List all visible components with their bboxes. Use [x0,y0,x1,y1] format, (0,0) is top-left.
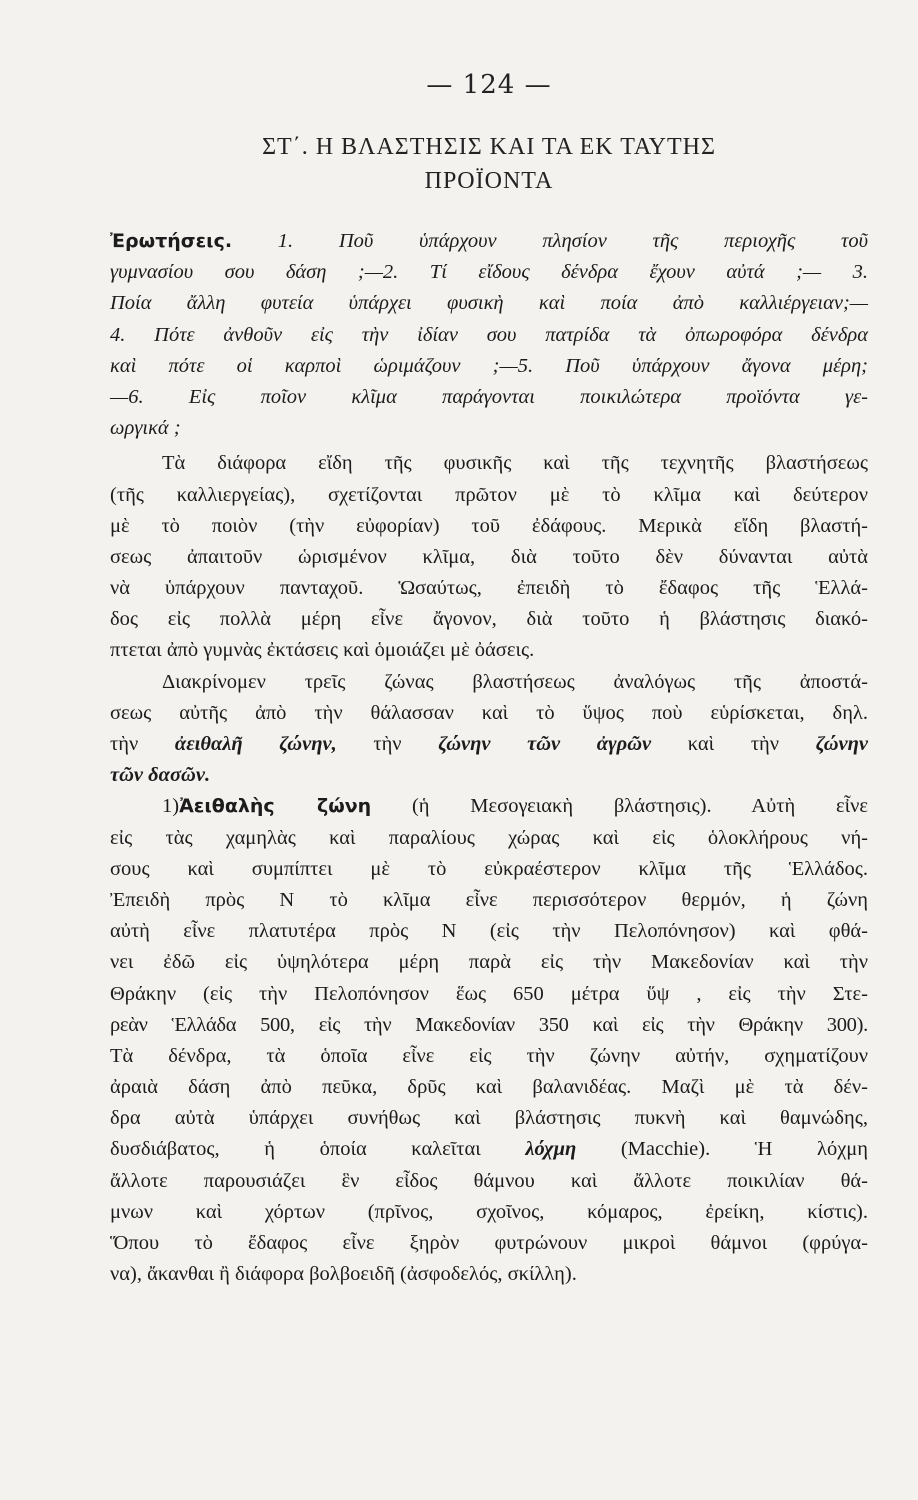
paragraph-line: μὲ τὸ ποιὸν (τὴν εὐφορίαν) τοῦ ἐδάφους. Μερικὰ εἴδη βλαστή- [110,514,868,537]
questions-line: ωργικά ; [110,417,181,440]
text-span: τὴν [110,733,175,755]
questions-line: —6. Εἰς ποῖον κλῖμα παράγονται ποικιλώτερα προϊόντα γε- [110,385,868,408]
text-span: δυσδιάβατος, ἡ ὁποία καλεῖται [110,1138,526,1161]
paragraph-line: Τὰ δένδρα, τὰ ὁποῖα εἶνε εἰς τὴν ζώνην αὐτήν, σχηματίζουν [110,1044,868,1067]
questions-line: γυμνασίου σου δάση ;—2. Τί εἴδους δένδρα ἔχουν αὐτά ;— 3. [110,261,868,284]
paragraph-line: Διακρίνομεν τρεῖς ζώνας βλαστήσεως ἀναλόγως τῆς ἀποστά- [162,670,868,693]
page-number: — 124 — [426,70,552,100]
questions-block [110,226,868,444]
paragraph-evergreen-zone [110,791,868,1290]
paragraph-line [110,1134,868,1165]
questions-line: 4. Πότε ἀνθοῦν εἰς τὴν ἰδίαν σου πατρίδα τὰ ὀπωροφόρα δένδρα [110,323,868,346]
text-span: τὴν [336,733,439,755]
paragraph-line: ἄλλοτε παρουσιάζει ἓν εἶδος θάμνου καὶ ἄλλοτε ποικιλίαν θά- [110,1169,868,1192]
paragraph-line: να), ἄκανθαι ἢ διάφορα βολβοειδῆ (ἀσφοδελός, σκίλλη). [110,1263,577,1286]
term-lochmi: λόχμη [525,1138,577,1161]
paragraph-line [110,729,868,760]
paragraph-line: σεως αὐτῆς ἀπὸ τὴν θάλασσαν καὶ τὸ ὕψος ποὺ εὑρίσκεται, δηλ. [110,701,868,724]
text-span: (ἡ Μεσογειακὴ βλάστησις). Αὐτὴ εἶνε [371,795,868,818]
section-heading: Ἀειθαλὴς ζώνη [179,795,372,818]
paragraph-line: αὐτὴ εἶνε πλατυτέρα πρὸς Ν (εἰς τὴν Πελοπόνησον) καὶ φθά- [110,920,868,943]
paragraph-line: ρεὰν Ἑλλάδα 500, εἰς τὴν Μακεδονίαν 350 καὶ εἰς τὴν Θράκην 300). [110,1013,868,1036]
paragraph-line: Ὅπου τὸ ἔδαφος εἶνε ξηρὸν φυτρώνουν μικροὶ θάμνοι (φρύγα- [110,1232,868,1254]
questions-line: καὶ πότε οἱ καρποὶ ὡριμάζουν ;—5. Ποῦ ὑπάρχουν ἄγονα μέρη; [110,354,868,377]
paragraph-vegetation-types [110,448,868,666]
chapter-title [110,130,868,198]
term-evergreen-zone: ἀειθαλῆ ζώνην, [174,733,337,755]
chapter-title-line-1: ΣΤ΄. Η ΒΛΑΣΤΗΣΙΣ ΚΑΙ ΤΑ ΕΚ ΤΑΥΤΗΣ [262,134,716,160]
section-number: 1) [162,795,180,818]
questions-line: Ποία ἄλλη φυτεία ὑπάρχει φυσικὴ καὶ ποία ἀπὸ καλλιέργειαν;— [110,292,868,315]
paragraph-line: δος εἰς πολλὰ μέρη εἶνε ἄγονον, διὰ τοῦτο ἡ βλάστησις διακό- [110,608,868,631]
text-span: (Macchie). Ἡ λόχμη [576,1138,869,1161]
book-page [110,70,868,1290]
paragraph-line: σους καὶ συμπίπτει μὲ τὸ εὐκραέστερον κλῖμα τῆς Ἑλλάδος. [110,857,868,880]
paragraph-line: ἀραιὰ δάση ἀπὸ πεῦκα, δρῦς καὶ βαλανιδέας. Μαζὶ μὲ τὰ δέν- [110,1076,868,1099]
paragraph-three-zones [110,667,868,792]
term-forest-zone: ζώνην [815,733,868,755]
paragraph-line: νὰ ὑπάρχουν πανταχοῦ. Ὡσαύτως, ἐπειδὴ τὸ ἔδαφος τῆς Ἑλλά- [110,577,868,600]
questions-text: 1. Ποῦ ὑπάρχουν πλησίον τῆς περιοχῆς τοῦ [232,230,868,252]
paragraph-line: εἰς τὰς χαμηλὰς καὶ παραλίους χώρας καὶ εἰς ὁλοκλήρους νή- [110,826,868,849]
questions-line [110,226,868,257]
paragraph-line: (τῆς καλλιεργείας), σχετίζονται πρῶτον μὲ τὸ κλῖμα καὶ δεύτερον [110,483,868,506]
paragraph-line: πτεται ἀπὸ γυμνὰς ἐκτάσεις καὶ ὁμοιάζει μὲ ὀάσεις. [110,639,535,662]
paragraph-line: Θράκην (εἰς τὴν Πελοπόνησον ἕως 650 μέτρα ὕψ , εἰς τὴν Στε- [110,982,868,1005]
chapter-title-line-2: ΠΡΟΪΟΝΤΑ [424,168,554,194]
term-fields-zone: ζώνην τῶν ἀγρῶν [438,733,652,755]
paragraph-line: Ἐπειδὴ πρὸς Ν τὸ κλῖμα εἶνε περισσότερον θερμόν, ἡ ζώνη [110,888,868,911]
paragraph-line: σεως ἀπαιτοῦν ὡρισμένον κλῖμα, διὰ τοῦτο δὲν δύνανται αὐτὰ [110,545,868,568]
paragraph-line: μνων καὶ χόρτων (πρῖνος, σχοῖνος, κόμαρος, ἐρείκη, κίστις). [110,1200,868,1223]
text-span: καὶ τὴν [651,733,816,755]
paragraph-line: τῶν δασῶν. [110,764,211,787]
paragraph-line [110,791,868,822]
questions-label: Ἐρωτήσεις. [110,230,233,252]
paragraph-line: δρα αὐτὰ ὑπάρχει συνήθως καὶ βλάστησις πυκνὴ καὶ θαμνώδης, [110,1107,868,1130]
paragraph-line: νει ἐδῶ εἰς ὑψηλότερα μέρη παρὰ εἰς τὴν Μακεδονίαν καὶ τὴν [110,951,868,974]
paragraph-line: Τὰ διάφορα εἴδη τῆς φυσικῆς καὶ τῆς τεχνητῆς βλαστήσεως [162,452,868,475]
